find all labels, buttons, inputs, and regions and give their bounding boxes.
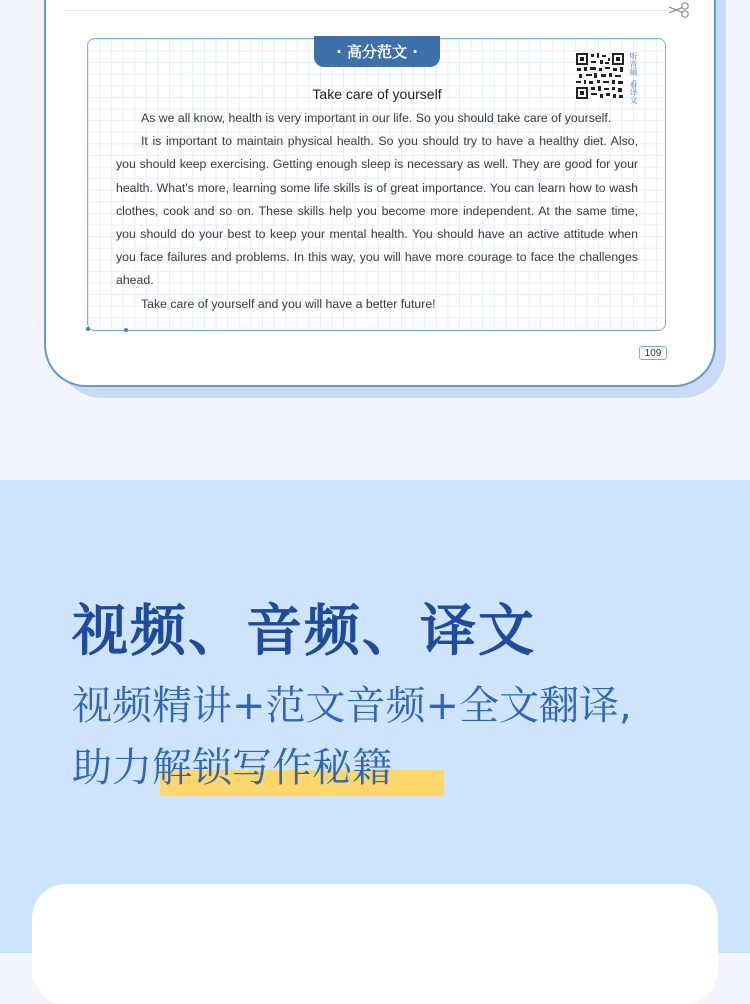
- essay-paragraph: Take care of yourself and you will have a better future!: [141, 296, 436, 311]
- promo-headline: 视频、音频、译文: [72, 599, 536, 664]
- corner-mark: [124, 328, 128, 332]
- essay-body: [116, 107, 638, 316]
- promo-subtitle-line-2: 助力解锁写作秘籍: [72, 745, 392, 791]
- corner-mark: [86, 327, 90, 331]
- qr-label-listen: 听音频: [629, 52, 638, 76]
- essay-title: Take care of yourself: [312, 86, 442, 102]
- qr-code-icon[interactable]: [575, 52, 625, 100]
- promo-subtitle-line-1: 视频精讲+范文音频+全文翻译,: [72, 683, 632, 729]
- qr-label-translate: 看译文: [629, 80, 638, 104]
- content-card: [32, 884, 718, 1004]
- cut-line: [64, 10, 676, 11]
- page-number: 109: [639, 346, 667, 360]
- section-tab: · 高分范文 ·: [314, 36, 440, 67]
- scissors-icon: [666, 0, 692, 20]
- essay-paragraph: As we all know, health is very important in our life. So you should take care of yourself.: [141, 111, 612, 125]
- essay-paragraph: It is important to maintain physical health. So you should try to have a healthy diet. Also, you should keep exercising. Getting enough sleep is necessary as well. They are good for your health. What's more, learning some life skills is of great importance. You can learn how to wash clothes, cook and so on. These skills help you become more independent. At the same time, you should do your best to keep your mental health. You should have an active attitude when you face failures and problems. In this way, you will have more courage to face the challenges ahead.: [116, 134, 638, 288]
